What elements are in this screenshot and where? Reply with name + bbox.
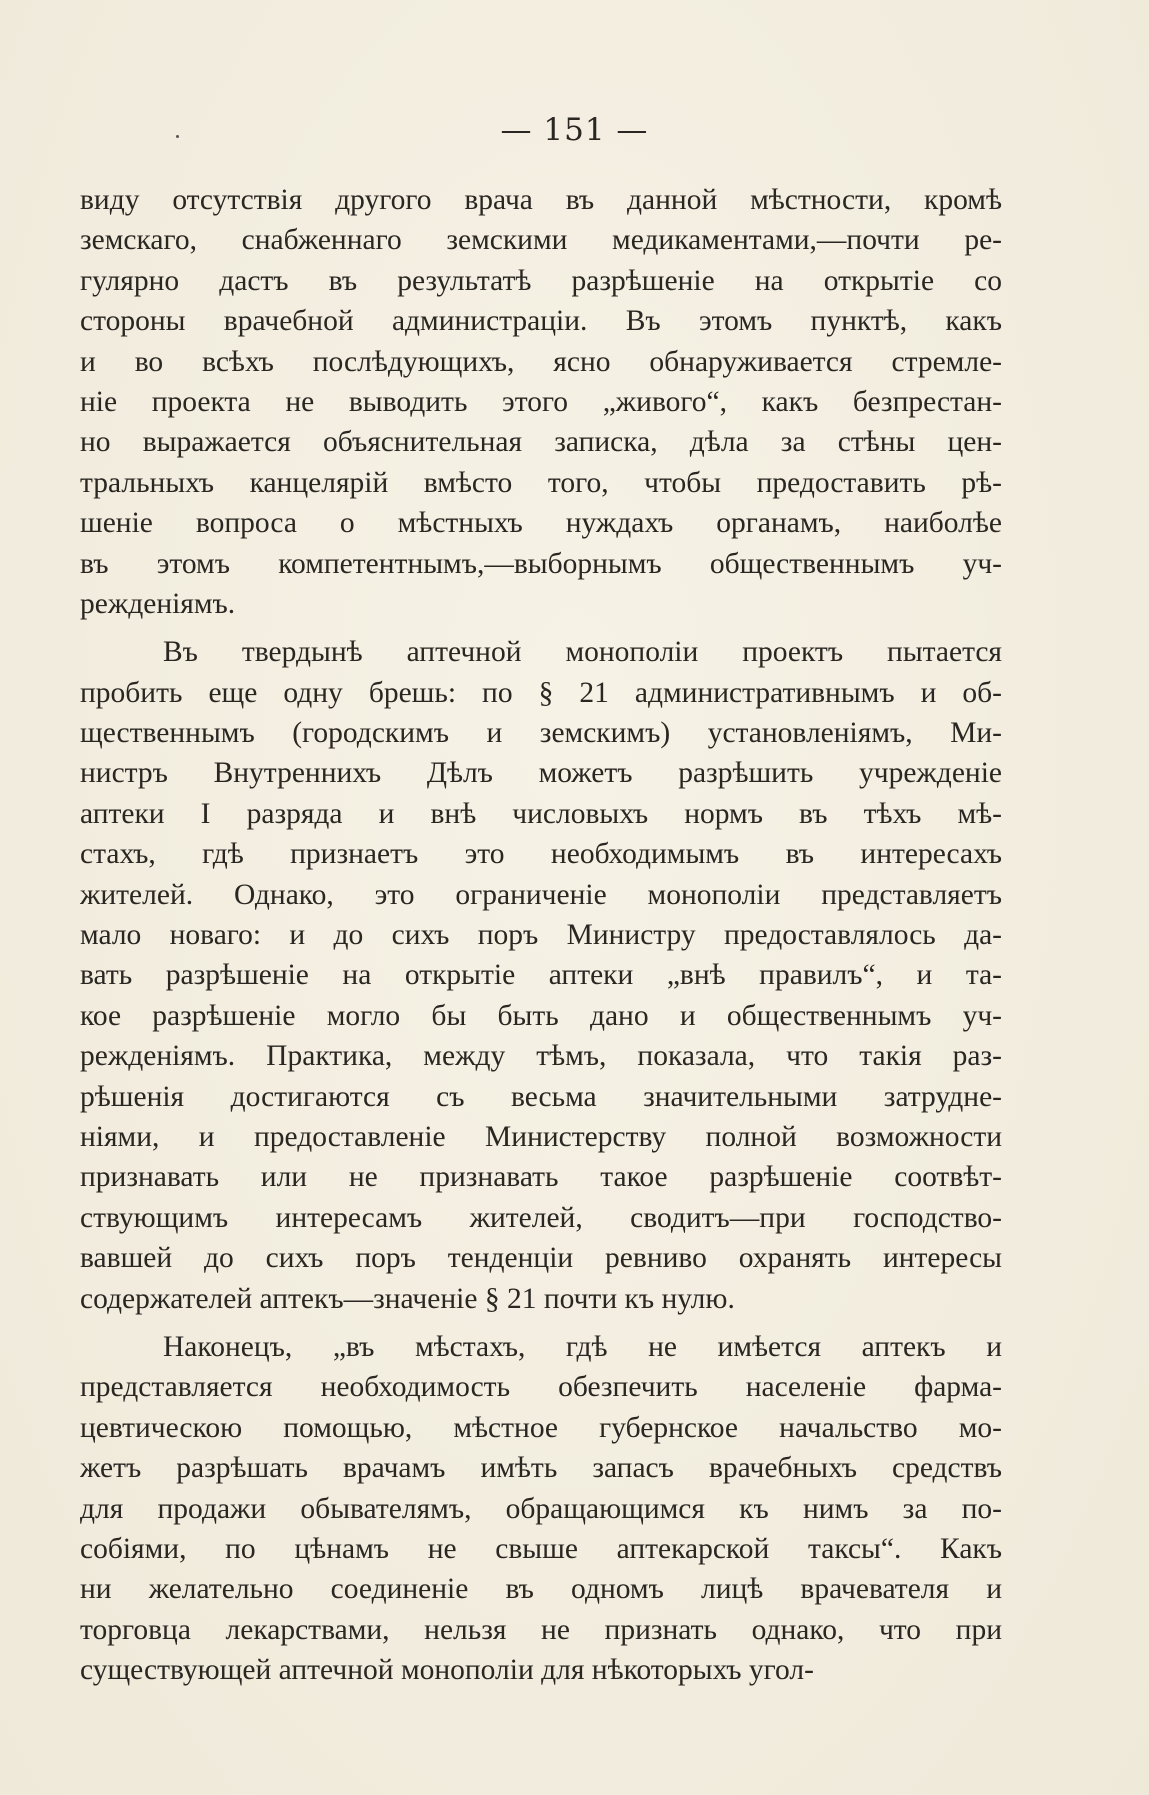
text-line: режденіямъ. Практика, между тѣмъ, показала, что такія раз- — [80, 1040, 1002, 1073]
body-text — [80, 180, 1002, 1690]
paragraph — [80, 1327, 1002, 1691]
text-line: вать разрѣшеніе на открытіе аптеки „внѣ правилъ“, и та- — [80, 959, 1002, 992]
paragraph — [80, 632, 1002, 1319]
text-line: содержателей аптекъ—значеніе § 21 почти къ нулю. — [80, 1282, 735, 1315]
paragraph-gap — [80, 624, 1002, 632]
text-line: мало новаго: и до сихъ поръ Министру предоставлялось да- — [80, 919, 1002, 952]
text-line: но выражается объяснительная записка, дѣла за стѣны цен- — [80, 426, 1002, 459]
text-line: шеніе вопроса о мѣстныхъ нуждахъ органамъ, наиболѣе — [80, 507, 1002, 540]
text-line: торговца лекарствами, нельзя не признать однако, что при — [80, 1613, 1002, 1646]
text-line: ніями, и предоставленіе Министерству полной возможности — [80, 1120, 1002, 1153]
page-number-header: — 151 — — [500, 112, 649, 148]
text-line: Въ твердынѣ аптечной монополіи проектъ пытается — [163, 636, 1002, 669]
text-line: ни желательно соединеніе въ одномъ лицѣ врачевателя и — [80, 1573, 1002, 1606]
text-line: представляется необходимость обезпечить населеніе фарма- — [80, 1371, 1002, 1404]
text-line: въ этомъ компетентнымъ,—выборнымъ общественнымъ уч- — [80, 547, 1002, 580]
text-line: жетъ разрѣшать врачамъ имѣть запасъ врачебныхъ средствъ — [80, 1452, 1002, 1485]
text-line: собіями, по цѣнамъ не свыше аптекарской таксы“. Какъ — [80, 1532, 1002, 1565]
text-line: тральныхъ канцелярій вмѣсто того, чтобы предоставить рѣ- — [80, 466, 1002, 499]
text-line: пробить еще одну брешь: по § 21 административнымъ и об- — [80, 676, 1002, 709]
text-line: существующей аптечной монополіи для нѣкоторыхъ угол- — [80, 1654, 814, 1687]
text-line: ніе проекта не выводить этого „живого“, какъ безпрестан- — [80, 385, 1002, 418]
text-line: стахъ, гдѣ признаетъ это необходимымъ въ интересахъ — [80, 838, 1002, 871]
text-line: режденіямъ. — [80, 587, 236, 620]
text-line: для продажи обывателямъ, обращающимся къ нимъ за по- — [80, 1492, 1002, 1525]
text-line: аптеки I разряда и внѣ числовыхъ нормъ въ тѣхъ мѣ- — [80, 797, 1002, 830]
text-line: щественнымъ (городскимъ и земскимъ) установленіямъ, Ми- — [80, 717, 1002, 750]
text-line: рѣшенія достигаются съ весьма значительными затрудне- — [80, 1080, 1002, 1113]
text-line: цевтическою помощью, мѣстное губернское начальство мо- — [80, 1411, 1002, 1444]
text-line: жителей. Однако, это ограниченіе монополіи представляетъ — [80, 878, 1002, 911]
text-line: вавшей до сихъ поръ тенденціи ревниво охранять интересы — [80, 1242, 1002, 1275]
text-line: кое разрѣшеніе могло бы быть дано и общественнымъ уч- — [80, 999, 1002, 1032]
text-line: гулярно дастъ въ результатѣ разрѣшеніе на открытіе со — [80, 264, 1002, 297]
text-line: признавать или не признавать такое разрѣшеніе соотвѣт- — [80, 1161, 1002, 1194]
text-line: виду отсутствія другого врача въ данной мѣстности, кромѣ — [80, 184, 1002, 216]
text-line: ствующимъ интересамъ жителей, сводитъ—при господство- — [80, 1201, 1002, 1234]
text-line: нистръ Внутреннихъ Дѣлъ можетъ разрѣшить учрежденіе — [80, 757, 1002, 790]
paragraph-gap — [80, 1319, 1002, 1327]
text-line: и во всѣхъ послѣдующихъ, ясно обнаруживается стремле- — [80, 345, 1002, 378]
text-line: стороны врачебной администраціи. Въ этомъ пунктѣ, какъ — [80, 305, 1002, 338]
text-line: земскаго, снабженнаго земскими медикаментами,—почти ре- — [80, 224, 1002, 257]
paragraph — [80, 180, 1002, 624]
text-line: Наконецъ, „въ мѣстахъ, гдѣ не имѣется аптекъ и — [163, 1330, 1002, 1363]
